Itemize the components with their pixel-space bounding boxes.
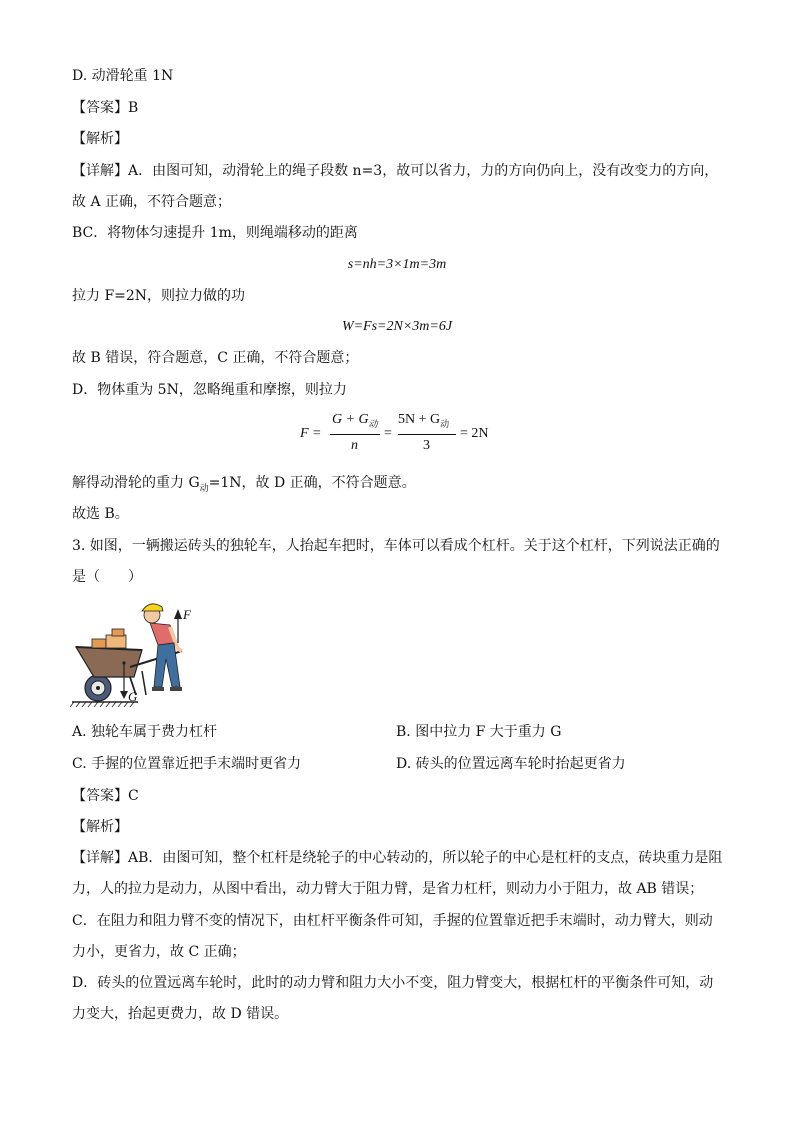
fraction-bar-2 — [398, 434, 456, 435]
q3-analysis-heading: 【解析】 — [72, 819, 128, 835]
q2-analysis-heading: 【解析】 — [72, 131, 128, 147]
q3-d-line-2: 力变大，抬起更费力，故 D 错误。 — [72, 1006, 289, 1022]
q2-detail-line-1: 【详解】A．由图可知，动滑轮上的绳子段数 n=3，故可以省力，力的方向仍向上，没有改变力的方向， — [72, 163, 719, 179]
q2-force-line: 拉力 F=2N，则拉力做的功 — [72, 288, 246, 304]
equation-work: W=Fs=2N×3m=6J — [341, 319, 453, 334]
eq-num-1: $G + G_动$ — [332, 412, 378, 429]
eq-num-2: $5N + G_动$ — [398, 412, 450, 429]
eq-lhs: F = — [300, 426, 322, 441]
fraction-bar-1 — [330, 434, 380, 435]
q3-stem-line-1: 3. 如图，一辆搬运砖头的独轮车，人抬起车把时，车体可以看成个杠杆。关于这个杠杆，下列说法正确的 — [72, 538, 720, 554]
gravity-label: G — [128, 689, 138, 704]
q3-option-b: B. 图中拉力 F 大于重力 G — [396, 724, 562, 740]
equation-pull-force: F = $G + G_动$ n = $5N + G_动$ 3 = 2N — [300, 412, 489, 453]
wheelbarrow-figure — [70, 595, 200, 710]
q2-d-conclusion: 解得动滑轮的重力 $G_动=1N$，故 D 正确，不符合题意。 — [72, 475, 416, 494]
q2-bc-conclusion: 故 B 错误，符合题意，C 正确，不符合题意； — [72, 350, 359, 366]
q2-option-d: D. 动滑轮重 1N — [72, 68, 174, 84]
q3-c-line-2: 力小，更省力，故 C 正确； — [72, 944, 246, 960]
q2-choose: 故选 B。 — [72, 506, 129, 522]
q3-stem-line-2: 是（ ） — [72, 569, 142, 585]
q3-option-a: A. 独轮车属于费力杠杆 — [72, 724, 218, 740]
q3-c-line-1: C．在阻力和阻力臂不变的情况下，由杠杆平衡条件可知，手握的位置靠近把手末端时，动力臂大，则动 — [72, 913, 713, 929]
eq-den-2: 3 — [423, 438, 430, 453]
q2-answer: 【答案】B — [72, 100, 139, 116]
q3-answer: 【答案】C — [72, 788, 139, 804]
q3-detail-line-2: 力，人的拉力是动力，从图中看出，动力臂大于阻力臂，是省力杠杆，则动力小于阻力，故 AB 错误； — [72, 881, 704, 897]
eq-rhs: = 2N — [460, 426, 489, 441]
q2-bc-line: BC．将物体匀速提升 1m，则绳端移动的距离 — [72, 225, 358, 241]
q3-d-line-1: D．砖头的位置远离车轮时，此时的动力臂和阻力大小不变，阻力臂变大，根据杠杆的平衡条件可知，动 — [72, 975, 714, 991]
eq-den-1: n — [351, 438, 358, 453]
q3-option-d: D. 砖头的位置远离车轮时抬起更省力 — [396, 756, 626, 772]
equation-distance: s=nh=3×1m=3m — [347, 257, 447, 272]
q2-d-line: D．物体重为 5N，忽略绳重和摩擦，则拉力 — [72, 382, 347, 398]
q3-option-c: C. 手握的位置靠近把手末端时更省力 — [72, 756, 302, 772]
q3-detail-line-1: 【详解】AB．由图可知，整个杠杆是绕轮子的中心转动的，所以轮子的中心是杠杆的支点，砖块重力是阻 — [72, 850, 723, 866]
force-label: F — [183, 607, 191, 622]
q2-detail-line-2: 故 A 正确，不符合题意； — [72, 194, 232, 210]
